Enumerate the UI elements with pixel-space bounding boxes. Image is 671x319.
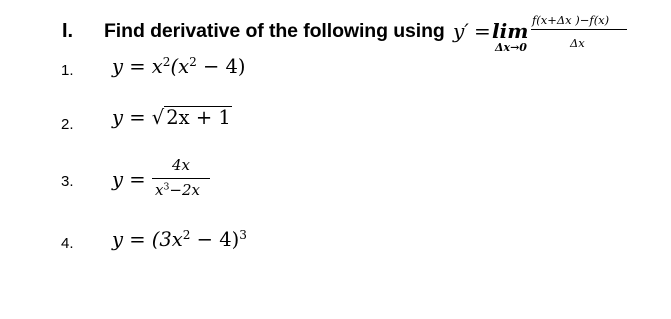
equals-sign: = <box>129 55 146 78</box>
exponent: 2 <box>162 54 171 69</box>
equals-sign: = <box>129 228 146 251</box>
problem-number: 4. <box>61 235 74 252</box>
exponent: 2 <box>182 227 191 242</box>
lhs: y <box>112 106 124 129</box>
paren-open: (3x <box>151 228 183 251</box>
exponent: 3 <box>239 227 247 242</box>
radical-icon: √ <box>151 106 165 129</box>
y-prime: y′ <box>453 19 469 43</box>
fraction-bar <box>152 178 210 179</box>
den-tail: −2x <box>169 181 200 199</box>
problem-lhs <box>112 168 146 191</box>
lhs: y <box>112 228 124 251</box>
problem-expression <box>112 228 247 251</box>
paren-open: (x <box>170 55 190 78</box>
exponent: 2 <box>189 54 197 69</box>
fraction-denominator <box>155 181 200 199</box>
exponent: 3 <box>163 181 170 193</box>
den-base: x <box>155 181 164 199</box>
limit-operator: lim <box>492 19 529 43</box>
problem-number: 3. <box>61 173 74 190</box>
problem-expression <box>112 55 246 78</box>
section-number: I. <box>62 20 74 42</box>
problem-expression <box>112 106 232 129</box>
lhs: y <box>112 55 124 78</box>
definition-equals: = <box>474 19 491 43</box>
equals-sign: = <box>129 168 146 191</box>
square-root <box>152 106 232 129</box>
instruction-text: Find derivative of the following using <box>104 20 445 42</box>
paren-tail: − 4) <box>196 55 246 78</box>
fraction-numerator: 4x <box>172 156 191 174</box>
limit-subscript: Δx→0 <box>495 41 527 54</box>
fraction-bar <box>531 29 627 30</box>
difference-quotient-denominator: Δx <box>570 36 585 50</box>
difference-quotient-numerator: f(x+Δx )−f(x) <box>532 13 610 27</box>
equals-sign: = <box>129 106 146 129</box>
problem-number: 1. <box>61 62 74 79</box>
radicand: 2x + 1 <box>166 106 231 129</box>
paren-tail: − 4) <box>190 228 240 251</box>
lhs: y <box>112 168 124 191</box>
problem-number: 2. <box>61 116 74 133</box>
term-base: x <box>151 55 163 78</box>
